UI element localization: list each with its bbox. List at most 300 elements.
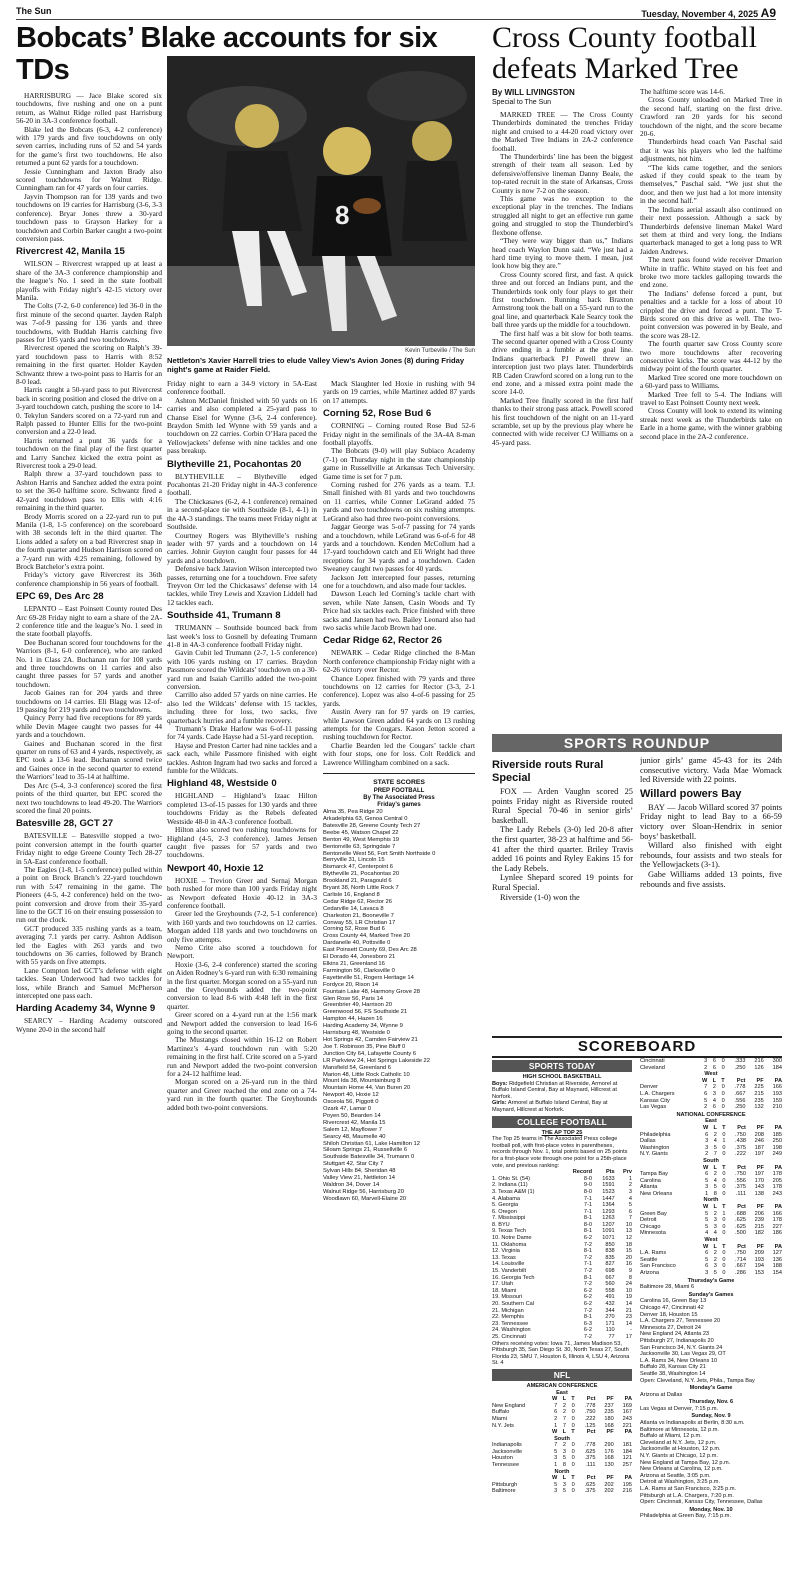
paragraph: HARRISBURG — Jace Blake scored six touchdowns, five rushing and one on a punt return, as Walnut Ridge rolled past Harrisburg 56-20 in 3A-3 conference football. [16,92,162,126]
table-cell: 5 [705,1177,709,1184]
schedule-line: Chicago 47, Cincinnati 42 [640,1304,704,1311]
table-cell: W [701,1077,708,1084]
table-cell: 169 [622,1402,632,1409]
table-cell: 2 [713,1171,717,1178]
table-cell: .286 [735,1270,746,1276]
table-cell: 7 [562,1415,566,1422]
table-cell: L [713,1164,717,1171]
table-row [640,1204,782,1211]
table-cell: PA [774,1243,782,1250]
table-cell: 202 [604,1488,614,1495]
table-cell: 6 [712,1064,716,1071]
table-cell: .500 [735,1230,746,1237]
division-label [640,1158,782,1165]
paragraph: Chance Lopez finished with 79 yards and three touchdowns on 12 carries for Rector (3-3, 2-1 conference). Lopez was also 4-of-6 passing for 25 yards. [323,673,475,708]
table-cell [640,1125,697,1132]
table-cell: 110 [605,1327,615,1334]
score-line: Cedarville 14, Lavaca 8 [323,905,384,912]
score-line: Junction City 64, Lafayette County 6 [323,1050,417,1057]
score-line: Cross County 44, Marked Tree 20 [323,933,410,940]
table-cell: Miami [492,1415,507,1422]
paragraph: Mack Slaughter led Hoxie in rushing with 94 yards on 19 carries, while Martinez added 87 yards on 17 attempts. [323,380,475,405]
table-cell: 2 [704,1064,708,1071]
table-row [492,1409,632,1416]
table-cell: 2 [704,1104,708,1111]
table-cell: .625 [735,1217,746,1224]
table-cell: 178 [772,1217,782,1224]
table-cell: 1293 [602,1208,615,1215]
table-cell: 0 [571,1448,575,1455]
table-row [492,1176,632,1183]
table-row [640,1104,782,1111]
table-row [640,1184,782,1191]
table-cell: T [722,1204,726,1211]
score-line: Bryant 38, North Little Rock 7 [323,885,399,892]
table-row [640,1091,782,1098]
table-cell: 698 [605,1268,615,1275]
table-cell: 167 [622,1409,632,1416]
table-row [492,1488,632,1495]
table-cell: 3 [705,1270,709,1276]
table-cell: 9. Texas Tech [492,1228,526,1235]
subhead: Corning 52, Rose Bud 6 [323,408,432,420]
score-line: Siloam Springs 21, Russellville 6 [323,1147,408,1154]
table-cell: 2 [713,1256,717,1263]
table-row [492,1416,632,1423]
table-cell: 3 [705,1184,709,1191]
paragraph: The Indians’ defense forced a punt, but penalties and a tackle for a loss of about 10 crippled the drive and forced a punt. The T-Birds scored on this drive as well. The two-point conversion was powered in by Beale, and the score was 28-12. [640,288,782,340]
table-cell: Houston [492,1455,513,1462]
table-row [492,1403,632,1410]
table-cell: PA [774,1204,782,1211]
paragraph: Marked Tree fell to 5-4. The Indians will travel to East Poinsett County next week. [640,389,782,408]
score-line: Walnut Ridge 56, Harrisburg 20 [323,1188,404,1195]
paragraph: The Colts (7-2, 6-0 conference) led 36-0 in the first minute of the second quarter. Jayden Ralph was 7-of-9 passing for 136 yards and three touchdowns, with Buddah Harris catching five passes for 105 yards and two touchdowns. [16,301,162,344]
table-cell: Atlanta [640,1184,658,1191]
table-cell: Philadelphia [640,1131,671,1138]
subhead: Willard powers Bay [640,787,742,800]
girls-label: Girls: [492,1100,507,1107]
sports-roundup-banner: SPORTS ROUNDUP [492,734,782,752]
table-cell: 243 [622,1415,632,1422]
table-cell: 197 [754,1151,764,1158]
schedule-line: Baltimore at Minnesota, 12 p.m. [640,1426,719,1433]
state-scores-subtitle: PREP FOOTBALL [373,788,425,795]
table-cell: 1 [554,1462,558,1469]
college-football-bar: COLLEGE FOOTBALL [492,1116,632,1128]
table-cell: 2. Indiana (11) [492,1182,528,1189]
paragraph: Ashton McDaniel finished with 50 yards on 16 carries and also completed a 25-yard pass to Chanse Eisel for Wynne (3-6, 2-4 conference). Braydon Smith led Wynne with 59 yards and a touchdown on 22 carries. Corbin O’Hara paced the Yellowjackets’ defense with nine tackles and one pass breakup. [167,395,317,456]
table-cell: 2 [562,1402,566,1409]
table-row [640,1230,782,1237]
table-row [492,1235,632,1242]
paragraph: GCT produced 335 rushing yards as a team, averaging 7.1 yards per carry. Ashton Addison led the Eagles with 263 yards and two touchdowns on 36 carries, followed by Branch with 55 yards on five attempts. [16,923,162,967]
table-cell: 3 [705,1138,709,1145]
score-line: Joe T. Robinson 35, Pine Bluff 0 [323,1043,406,1050]
table-cell: 171 [605,1320,615,1327]
table-cell: 0 [571,1415,575,1422]
table-row [640,1145,782,1152]
score-line: Harding Academy 34, Wynne 9 [323,1023,403,1030]
table-cell: 0 [722,1144,726,1151]
table-cell: 7-2 [583,1254,593,1261]
schedule-line: Arizona at Dallas [640,1391,683,1398]
table-cell: Seattle [640,1256,658,1263]
paragraph: The next pass found wide receiver Dmarion White in traffic. White stayed on his feet and broke two more tackles galloping towards the end zone. [640,255,782,290]
score-line: Sylvan Hills 84, Sheridan 48 [323,1168,396,1175]
table-cell: 182 [754,1230,764,1237]
table-cell: 5 [705,1217,709,1224]
division-name: North [554,1468,570,1475]
score-line: Fordyce 20, Rison 14 [323,981,379,988]
table-cell: 558 [605,1287,615,1294]
nfc-standings-table [640,1118,782,1276]
paragraph: Blake led the Bobcats (6-3, 4-2 conference) with 179 yards and five touchdowns on only seven carries, including runs of 52 and 54 yards for the game’s first two touchdowns. He also returned a punt 62 yards for a touchdown. [16,124,162,168]
score-line: Searcy 48, Maumelle 40 [323,1133,386,1140]
paragraph: Corning rushed for 276 yards as a team. T.J. Small finished with 81 yards and two touchdowns on 11 carries, while Conner LeGrand added 75 yards and two touchdowns on six rushing attempts. LeGrand also had three two-point conversions. [323,480,475,523]
table-cell: PA [774,1124,782,1131]
table-cell: Dallas [640,1138,656,1145]
score-line: Arkadelphia 63, Genoa Central 0 [323,815,408,822]
table-cell: 2 [562,1442,566,1449]
table-cell: 126 [754,1064,764,1071]
table-cell: 7-2 [583,1281,593,1288]
table-cell: 193 [754,1256,764,1263]
table-row [492,1449,632,1456]
table-cell: 17. Utah [492,1281,514,1288]
table-cell: 3 [562,1481,566,1488]
table-cell: 5 [704,1097,708,1104]
table-cell: 7 [562,1422,566,1429]
table-cell: 2 [554,1415,558,1422]
table-cell: 838 [605,1248,615,1255]
table-cell: 0 [721,1104,725,1111]
subhead: Highland 48, Westside 0 [167,778,277,790]
score-line: Poyen 50, Bearden 14 [323,1112,381,1119]
hs-basketball-head: HIGH SCHOOL BASKETBALL [522,1074,602,1080]
schedule-line: Open: Cleveland, N.Y. Jets, Phila., Tampa Bay [640,1377,755,1384]
lead-column-2 [167,380,317,1578]
table-cell: 10 [625,1287,632,1294]
table-row [492,1209,632,1216]
table-cell: 132 [754,1104,764,1111]
score-line: Glen Rose 56, Paris 14 [323,995,383,1002]
table-cell: 560 [605,1281,615,1288]
score-line: Harrisburg 48, Westside 0 [323,1030,390,1037]
paragraph: Quincy Perry had five receptions for 89 yards while Devin Magee caught two passes for 44 yards and a touchdown. [16,713,162,740]
page-number: A9 [760,6,776,20]
table-row [492,1396,632,1403]
score-line: Ozark 47, Lamar 0 [323,1106,372,1113]
score-line: Alma 35, Pea Ridge 20 [323,809,383,816]
issue-date: Tuesday, November 4, 2025 [641,9,759,19]
ap-others: Others receiving votes: Iowa 71, James Madison 53, Pittsburgh 35, San Diego St. 30, North Texas 27, South Florida 23, SMU 7, Houston 6, Illinois 4, LSU 4, Arizona St. 4 [492,1340,630,1367]
table-cell: 4. Alabama [492,1195,520,1202]
table-cell: Prv [622,1169,632,1176]
table-cell: 3 [554,1488,558,1495]
table-row [492,1228,632,1235]
table-cell: 0 [722,1256,726,1263]
table-row [492,1215,632,1222]
table-cell: 19. Missouri [492,1294,523,1301]
scoreboard-column-1 [492,1058,632,1578]
table-cell: Jacksonville [492,1448,523,1455]
table-row [492,1314,632,1321]
paragraph: “They were way bigger than us,” Indians head coach Waylon Dunn said. “We just had a hard time trying to move them. I mean, just look how big they are.” [492,236,633,271]
table-cell: T [721,1077,725,1084]
table-cell: 7-1 [583,1195,593,1202]
subhead: EPC 69, Des Arc 28 [16,591,104,603]
football-players-illustration [167,56,475,346]
table-cell: 0 [722,1230,726,1237]
paragraph: The halftime score was 14-6. [640,88,725,96]
table-cell: T [571,1475,575,1482]
score-line: Conway 55, LR Christian 17 [323,919,396,926]
schedule-day-head: Thursday’s Game [687,1277,735,1284]
table-cell [640,1078,696,1085]
table-cell: 250 [772,1138,782,1145]
division-label [640,1237,782,1244]
paragraph: The Lady Rebels (3-0) led 20-8 after the first quarter, 38-23 at halftime and 56-41 after the third quarter. Briley Travis added 16 points and Ryley Eakins 15 for the Lady Rebels. [492,825,633,873]
state-scores-source: By The Associated Press [363,795,435,802]
table-cell: 168 [604,1422,614,1429]
table-row [492,1301,632,1308]
paragraph: “The kids came together, and the seniors asked if they could speak to the team by themselves,” Paschal said. “We just shut the door, and then we just had a lot more intensity in the second half.” [640,162,782,206]
paragraph: Cross County will look to extend its winning streak next week as the Thunderbirds take on Earle in a home game, with the winner grabbing second place in the 2A-2 conference. [640,406,782,441]
table-cell: Minnesota [640,1230,666,1237]
table-cell: - [630,1327,632,1334]
table-row [492,1268,632,1275]
table-cell: 237 [604,1402,614,1409]
paragraph: NEWARK – Cedar Ridge clinched the 8-Man North conference championship Friday night with a 62-26 victory over Rector. [323,648,475,675]
score-line: Osceola 56, Piggott 0 [323,1099,379,1106]
schedule-line: L.A. Rams 34, New Orleans 10 [640,1357,718,1364]
table-cell: PF [606,1475,614,1482]
schedule-day-head: Sunday, Nov. 9 [691,1413,731,1420]
table-cell: 2 [705,1151,709,1158]
table-cell: 168 [604,1455,614,1462]
svg-text:8: 8 [335,200,350,230]
table-cell: 170 [754,1177,764,1184]
table-cell: 7 [628,1215,632,1222]
paragraph: CORNING – Corning routed Rose Bud 52-6 Friday night in the semifinals of the 3A-4A 8-man football playoffs. [323,421,475,448]
score-line: Mansfield 54, Greenland 6 [323,1064,391,1071]
table-cell: Green Bay [640,1210,667,1217]
table-cell: 6-2 [583,1287,593,1294]
table-cell: New England [492,1402,526,1409]
paragraph: Des Arc (5-4, 3-3 conference) scored the first points of the third quarter, but EPC scored the next two touchdowns to lead 49-20. The Warriors scored the final 20 points. [16,780,162,815]
table-cell: W [552,1475,558,1482]
table-cell: Pct [586,1396,596,1403]
table-cell: 7-2 [583,1268,593,1275]
table-cell: 216 [622,1488,632,1495]
table-cell: 215 [754,1090,764,1097]
table-cell: 5 [628,1202,632,1209]
table-cell: .778 [584,1402,596,1409]
table-row [492,1321,632,1328]
schedule-line: Buffalo 28, Kansas City 21 [640,1364,706,1371]
paragraph: Nemo Crite also scored a touchdown for Newport. [167,942,317,961]
table-cell: 12 [625,1235,632,1242]
byline-affiliation: Special to The Sun [492,99,552,106]
table-cell: 1. Ohio St. (54) [492,1175,530,1182]
schedule-line: New England 24, Atlanta 23 [640,1331,710,1338]
table-row [492,1482,632,1489]
table-cell: 184 [772,1064,782,1071]
table-row [492,1182,632,1189]
table-cell: .375 [584,1455,596,1462]
paragraph: SEARCY – Harding Academy outscored Wynne 20-0 in the second half [16,1016,162,1034]
table-row [492,1202,632,1209]
paragraph: WILSON – Rivercrest wrapped up at least a share of the 3A-3 conference championship and the league’s No. 1 seed in the state football playoffs with Friday night’s 42-15 victory over Manila. [16,259,162,302]
table-cell: 344 [605,1307,615,1314]
table-cell: 1523 [602,1188,615,1195]
table-cell [640,1204,697,1211]
state-scores-day: Friday’s games [377,802,421,809]
table-cell: 8-1 [583,1274,593,1281]
table-cell: 2 [713,1131,717,1138]
table-row [492,1281,632,1288]
score-line: Beebe 45, Watson Chapel 22 [323,829,399,836]
table-cell: 4 [713,1230,717,1237]
table-cell: 1 [705,1190,709,1197]
score-line: Mount Ida 38, Mountainburg 8 [323,1078,401,1085]
score-line: Woodlawn 60, Marvell-Elaine 20 [323,1195,407,1202]
score-line: Fayetteville 51, Rogers Heritage 14 [323,974,414,981]
table-cell: .375 [584,1488,596,1495]
table-cell: 7. Mississippi [492,1215,526,1222]
table-cell: 7 [704,1084,708,1091]
table-cell: 6. Oregon [492,1208,517,1215]
table-row [640,1224,782,1231]
table-row [492,1334,632,1341]
paragraph: Thunderbirds head coach Van Paschal said that it was his players who led the halftime adjustments, not him. [640,137,782,164]
division-name: East [556,1389,568,1396]
paragraph: Jaggar George was 5-of-7 passing for 74 yards and a touchdown, while LeGrand was 6-of-6 for 48 yards and a touchdown. Kenden McCollum had a 17-yard touchdown catch and Eli Wright had three receptions for 34 yards and a touchdown. Caden Sweaney caught two passes for 40 yards. [323,522,475,574]
boys-schedule: Ridgefield Christian at Riverside, Armorel at Buffalo Island Central, Bay at Maynard, Hillcrest at Norfork. [492,1080,618,1100]
score-line: Cedar Ridge 62, Rector 26 [323,898,392,905]
table-row [640,1257,782,1264]
table-cell: Pittsburgh [492,1481,518,1488]
table-row [640,1165,782,1172]
table-cell: Cleveland [640,1064,665,1071]
paragraph: Hoxie (3-6, 2-4 conference) started the scoring on Aiden Rodney’s 6-yard run with 6:30 remaining in the first quarter. Morgan scored on a 55-yard run and the Greyhounds added the two-point conversion to lead 8-6 with 4:48 left in the first quarter. [167,959,317,1011]
table-cell: 0 [571,1409,575,1416]
roundup-column-2 [640,756,782,1032]
table-cell: 0 [571,1488,575,1495]
table-cell: 249 [772,1151,782,1158]
table-cell: Kansas City [640,1097,670,1104]
table-cell: .714 [735,1256,746,1263]
paragraph: Jacob Gaines ran for 204 yards and three touchdowns on 14 carries. Eli Blagg was 12-of-19 passing for 219 yards and two touchdowns. [16,688,162,715]
table-cell: .250 [734,1104,746,1111]
roundup-column-1 [492,756,633,1032]
ap-top25-head: THE AP TOP 25 [541,1129,583,1136]
table-cell: 7 [713,1151,717,1158]
table-cell: 11. Oklahoma [492,1241,527,1248]
table-cell: 0 [722,1171,726,1178]
score-line: Stuttgart 42, Star City 7 [323,1161,384,1168]
table-cell: 0 [722,1263,726,1270]
table-cell: 159 [772,1097,782,1104]
table-cell: 0 [722,1184,726,1191]
table-row [640,1250,782,1257]
table-cell: Carolina [640,1177,661,1184]
table-row [492,1442,632,1449]
paragraph: Greer led the Greyhounds (7-2, 5-1 conference) with 160 yards and two touchdowns on 12 carries. Morgan added 118 yards and two touchdowns on only five attempts. [167,909,317,944]
paragraph: The Mustangs closed within 16-12 on Robert Martinez’s 4-yard touchdown run with 5:20 remaining in the first half. Crite scored on a 5-yard run and Newport added the two-point conversion for a 24-12 halftime lead. [167,1035,317,1079]
table-cell: W [703,1164,709,1171]
score-line: Shiloh Christian 61, Lake Hamilton 12 [323,1140,420,1147]
table-cell: 14. Louisville [492,1261,525,1268]
nfc-head: NATIONAL CONFERENCE [676,1111,746,1118]
table-row [640,1171,782,1178]
table-cell: 0 [722,1223,726,1230]
table-cell: T [722,1164,726,1171]
girls-schedule: Armorel at Buffalo Island Central, Bay at Maynard, Hillcrest at Norfork. [492,1100,608,1113]
schedule-line: Arizona at Seattle, 3:05 p.m. [640,1472,711,1479]
table-cell: 2 [713,1250,717,1257]
table-cell: 180 [604,1415,614,1422]
photo-caption: Nettleton’s Xavier Harrell tries to elude Valley View’s Avion Jones (8) during Friday night’s game at Raider Field. [167,356,465,374]
table-cell: 290 [604,1442,614,1449]
table-cell: 8-1 [583,1248,593,1255]
table-cell: Pts [605,1169,615,1176]
table-cell: 1263 [602,1215,615,1222]
schedule-line: New England at Tampa Bay, 12 p.m. [640,1459,731,1466]
paragraph: The Eagles (1-8, 1-5 conference) pulled within a point on Brock Branch’s 22-yard touchdown run with 5:47 remaining in the game. The Pioneers (4-5, 4-2 conference) held on the two-point conversion and drove from their 35-yard line to the GCT 16 on their ensuing possession to run out the clock. [16,864,162,925]
table-cell: 0 [571,1402,575,1409]
table-cell: 166 [772,1210,782,1217]
table-cell: 15 [625,1248,632,1255]
table-cell: 5 [554,1481,558,1488]
table-cell: Record [572,1169,593,1176]
paragraph: BLYTHEVILLE – Blytheville edged Pocahontas 21-20 Friday night in 4A-3 conference football. [167,471,317,498]
table-cell: 2 [562,1409,566,1416]
table-cell: 1091 [602,1228,615,1235]
table-cell: .625 [735,1223,746,1230]
table-cell: Cincinnati [640,1058,665,1064]
table-cell: 0 [722,1250,726,1257]
table-cell: 3 [704,1058,708,1064]
score-line: Newport 40, Hoxie 12 [323,1092,379,1099]
table-row [492,1429,632,1436]
table-cell: 25. Cincinnati [492,1333,526,1340]
table-row [492,1288,632,1295]
paragraph: Friday night to earn a 34-9 victory in 5A-East conference football. [167,380,317,397]
table-cell: 8-0 [583,1221,593,1228]
table-cell: .111 [735,1190,746,1197]
table-cell: 8-1 [583,1314,593,1321]
table-cell: 6 [628,1208,632,1215]
paragraph: Courtney Rogers was Blytheville’s rushing leader with 97 yards and a touchdown on 14 carries. Johnir Guyton caught four passes for 44 yards and a touchdown. [167,530,317,565]
table-cell: 270 [605,1314,615,1321]
table-cell: 1591 [602,1182,615,1189]
table-cell: 3. Texas A&M (1) [492,1188,535,1195]
table-cell: 0 [571,1442,575,1449]
score-line: Greenbrier 49, Harrison 20 [323,1002,392,1009]
table-cell: 7 [554,1442,558,1449]
table-cell: 18 [625,1241,632,1248]
table-cell [492,1169,559,1176]
table-cell: 77 [608,1333,615,1340]
scoreboard-banner: SCOREBOARD [492,1036,782,1058]
table-cell: Pct [737,1164,746,1171]
score-line: Farmington 56, Clarksville 0 [323,967,395,974]
table-cell: 23. Tennessee [492,1320,529,1327]
paragraph: MARKED TREE — The Cross County Thunderbirds dominated the trenches Friday night and cruised to a 44-20 road victory over the Marked Tree Indians in 2A-2 conference football. [492,110,633,153]
score-line: El Dorado 44, Jonesboro 21 [323,954,396,961]
